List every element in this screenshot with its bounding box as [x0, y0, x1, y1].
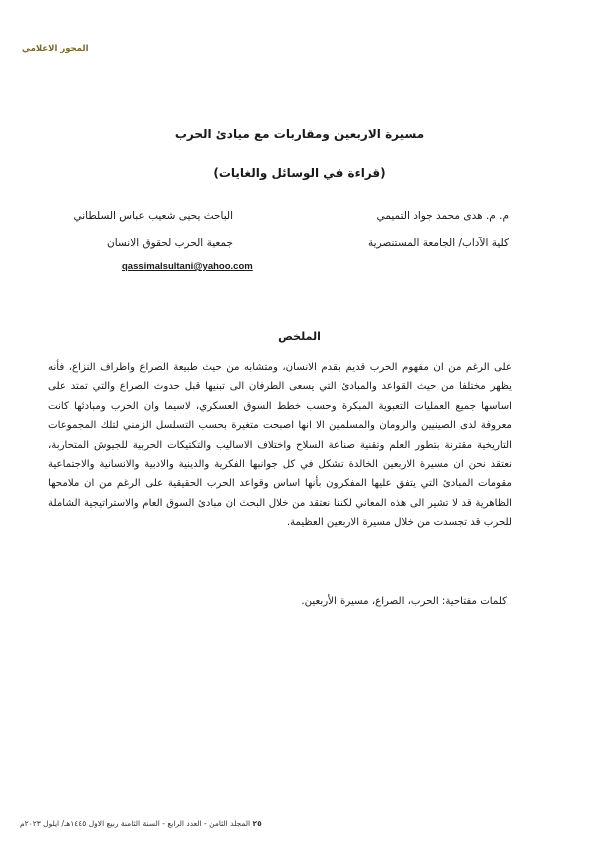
author-block-2: [74, 209, 234, 250]
author-block-1: [368, 209, 509, 250]
author-name: الباحث يحيى شعيب عباس السلطاني: [73, 210, 233, 222]
abstract-heading: الملخص: [278, 330, 321, 343]
paper-title: مسيرة الاربعين ومقاربات مع ميادئ الحرب: [174, 127, 425, 141]
page-number: ٢٥: [252, 819, 262, 828]
author-email-link[interactable]: qassimalsultani@yahoo.com: [122, 261, 253, 272]
author-affiliation: جمعية الحرب لحقوق الانسان: [107, 237, 233, 249]
section-label: المحور الاعلامي: [22, 44, 89, 54]
paper-subtitle: (قراءة في الوسائل والغايات): [213, 166, 386, 180]
journal-citation: المجلد الثامن - العدد الرابع - السنة الثامنة ربيع الاول ١٤٤٥هـ/ ايلول ٢٠٢٣م: [20, 819, 251, 828]
author-name: م. م. هدى محمد جواد التميمي: [376, 210, 509, 222]
keywords-line: كلمات مفتاحية: الحرب، الصراع، مسيرة الأربعين.: [301, 596, 507, 607]
page-footer: [20, 819, 540, 828]
author-affiliation: كلية الآداب/ الجامعة المستنصرية: [368, 237, 509, 249]
abstract-body: على الرغم من ان مفهوم الحرب قديم بقدم الانسان، ومتشابه من حيث طبيعة الصراع واطراف النزاع، فأنه يظهر مختلفا من حيث القواعد والمبادئ التي يسعى الطرفان الى تبنيها قبل حدوث الصراع والتي تمتد على اساسها جميع العمليات التعبوية المبكرة وحسب خطط السوق العسكري، لاسيما وان الحرب ومبادئها كانت معروفة لدى الصينيين والرومان والمسلمين الا انها اصبحت متغيرة بحسب التسلسل الزمني لتلك المجموعات التاريخية مقترنة بتطور العلم وتقنية صناعة السلاح واختلاف الاساليب والتكتيكات الحربية للجيوش المتحاربة، نعتقد نحن ان مسيرة الاربعين الخالدة تشكل في كل جوانبها الفكرية والدينية والادبية والانسانية والاجتماعية مقومات المبادئ التي يتفق عليها المفكرون بأنها اساس وقواعد الحرب الحقيقية على الرغم من ان ملامحها الظاهرية قد لا تشير الى هذه المعاني لكننا نعتقد من خلال البحث ان مبادئ السوق العام والاستراتيجية الشاملة للحرب قد تجسدت من خلال مسيرة الاربعين العظيمة.: [48, 362, 512, 529]
